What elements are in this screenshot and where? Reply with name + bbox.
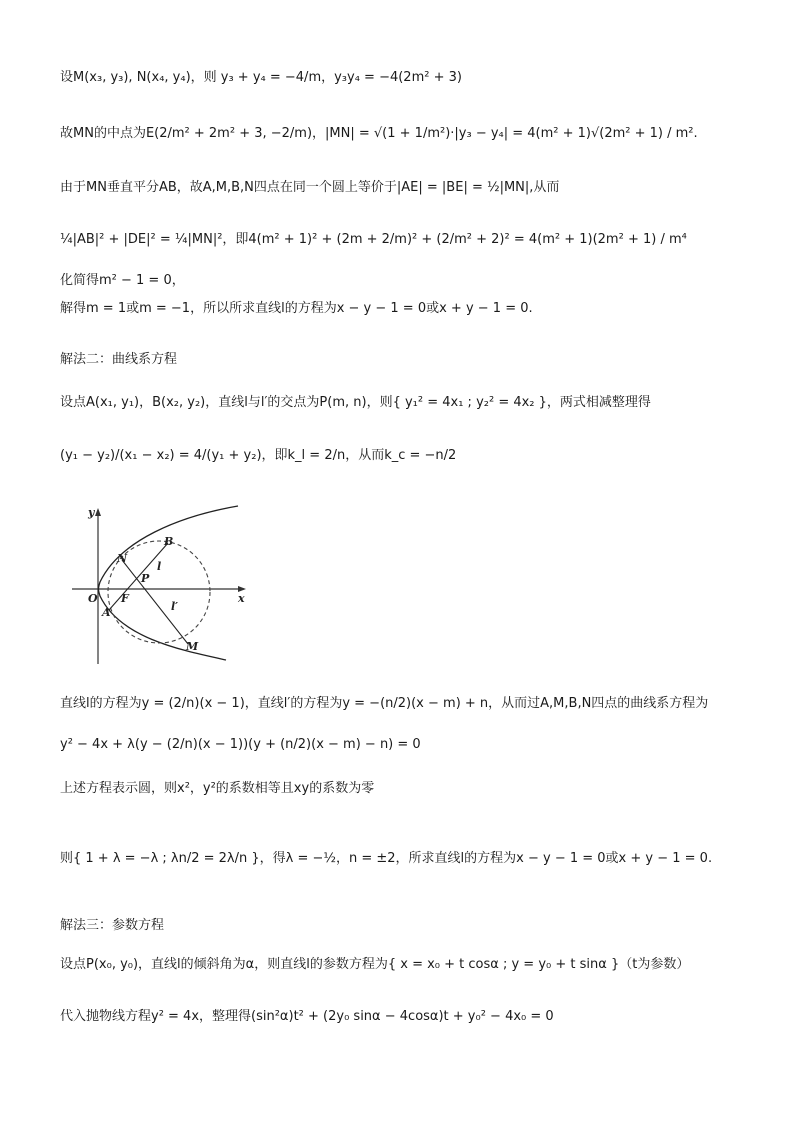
text-line-14: 代入抛物线方程y² = 4x，整理得(sin²α)t² + (2y₀ sinα − 4cosα)t + y₀² − 4x₀ = 0 (60, 1009, 554, 1024)
parabola-circle-figure (60, 500, 260, 670)
text-line-1: 设M(x₃, y₃), N(x₄, y₄)，则 y₃ + y₄ = −4/m，y₃y₄ = −4(2m² + 3) (60, 70, 462, 85)
text-line-2: 故MN的中点为E(2/m² + 2m² + 3, −2/m)，|MN| = √(1 + 1/m²)·|y₃ − y₄| = 4(m² + 1)√(2m² + 1) / m². (60, 126, 698, 141)
label-y: y (88, 506, 95, 519)
label-A: A (102, 606, 111, 619)
label-l-prime: l′ (171, 600, 179, 613)
text-line-8: (y₁ − y₂)/(x₁ − x₂) = 4/(y₁ + y₂)，即k_l = 2/n，从而k_c = −n/2 (60, 448, 457, 463)
label-l: l (157, 560, 162, 573)
label-x: x (238, 592, 245, 605)
label-O: O (88, 592, 98, 605)
text-line-4: ¼|AB|² + |DE|² = ¼|MN|²，即4(m² + 1)² + (2m + 2/m)² + (2/m² + 2)² = 4(m² + 1)(2m² + 1) / m⁴ (60, 232, 687, 247)
y-axis-arrow (95, 508, 101, 516)
label-N: N (117, 552, 128, 565)
section-heading-3: 解法三：参数方程 (60, 918, 165, 933)
text-line-3: 由于MN垂直平分AB，故A,M,B,N四点在同一个圆上等价于|AE| = |BE| = ½|MN|,从而 (60, 180, 560, 195)
label-B: B (164, 535, 174, 548)
label-P: P (141, 572, 150, 585)
label-M: M (186, 640, 199, 653)
text-line-13: 设点P(x₀, y₀)，直线l的倾斜角为α，则直线l的参数方程为{ x = x₀ + t cosα ; y = y₀ + t sinα }（t为参数） (60, 957, 690, 972)
section-heading-2: 解法二：曲线系方程 (60, 352, 178, 367)
parabola-curve (99, 506, 239, 660)
label-F: F (121, 592, 129, 605)
text-line-10: y² − 4x + λ(y − (2/n)(x − 1))(y + (n/2)(x − m) − n) = 0 (60, 737, 421, 752)
text-line-11: 上述方程表示圆，则x²，y²的系数相等且xy的系数为零 (60, 781, 375, 796)
text-line-9: 直线l的方程为y = (2/n)(x − 1)，直线l′的方程为y = −(n/2)(x − m) + n，从而过A,M,B,N四点的曲线系方程为 (60, 696, 709, 711)
text-line-7: 设点A(x₁, y₁)，B(x₂, y₂)，直线l与l′的交点为P(m, n)，则{ y₁² = 4x₁ ; y₂² = 4x₂ }，两式相减整理得 (60, 395, 651, 410)
text-line-5: 化简得m² − 1 = 0， (60, 273, 185, 288)
text-line-12: 则{ 1 + λ = −λ ; λn/2 = 2λ/n }，得λ = −½，n = ±2，所求直线l的方程为x − y − 1 = 0或x + y − 1 = 0. (60, 851, 713, 866)
text-line-6: 解得m = 1或m = −1，所以所求直线l的方程为x − y − 1 = 0或x + y − 1 = 0. (60, 301, 533, 316)
line-l-prime (122, 560, 188, 644)
